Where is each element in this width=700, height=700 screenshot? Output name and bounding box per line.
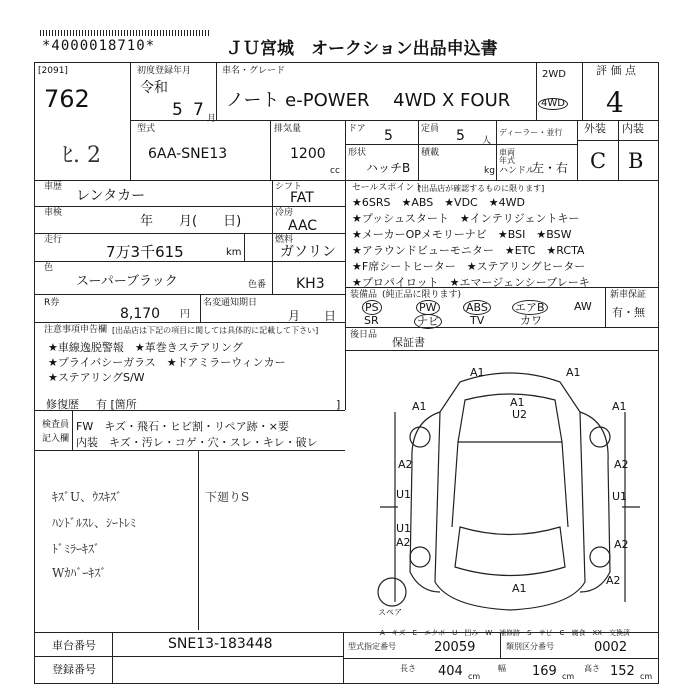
mileage: 7万3千615: [106, 243, 184, 261]
sp-line-1: ★6SRS ★ABS ★VDC ★4WD: [352, 196, 525, 209]
mark-a1-2: A1: [566, 366, 581, 379]
sp-line-6: ★プロパイロット ★エマージェンシーブレーキ: [352, 276, 590, 289]
notes-line-3: ★ステアリングS/W: [48, 371, 145, 384]
model: 6AA-SNE13: [148, 146, 228, 162]
handwritten-left-1: ｷｽﾞU、ｳｽｷｽﾞ: [52, 490, 123, 504]
damage-legend: A－キズ E－エクボ U－凹み W－補修跡 S－サビ C－腐食 XX－交換済: [380, 629, 631, 637]
ac-label: 冷房: [275, 208, 294, 218]
sp-line-5: ★F席シートヒーター ★ステアリングヒーター: [352, 260, 586, 273]
color-label: 色: [44, 263, 54, 273]
mileage-label: 走行: [44, 235, 63, 245]
barcode-number: *4000018710*: [42, 38, 156, 54]
car-name: ノート e-POWER 4WD X FOUR: [226, 90, 511, 111]
selling-points-note: [出品店が確認するものに限ります]: [418, 184, 545, 193]
length-label: 長さ: [400, 664, 416, 673]
height-label: 高さ: [584, 664, 600, 673]
car-year-prefix: 車両: [499, 148, 515, 157]
capacity: 5: [456, 128, 465, 144]
notes-label-note: [出品店は下記の項目に関しては具体的に記載して下さい]: [112, 326, 319, 335]
mark-u2: U2: [512, 408, 528, 421]
ticket-unit: 円: [180, 309, 190, 320]
selling-points-label: セールスポイント: [352, 183, 424, 193]
drive-4wd: 4WD: [538, 98, 568, 110]
doors: 5: [384, 128, 393, 144]
mark-u1-1: U1: [396, 488, 412, 501]
inspection-label: 車検: [44, 208, 63, 218]
ac: AAC: [288, 218, 318, 234]
displacement-label: 排気量: [274, 124, 302, 134]
equip-ps: PS: [362, 300, 382, 315]
class-number: 0002: [594, 640, 628, 655]
load-label: 積載: [421, 148, 440, 158]
cc: cc: [330, 166, 340, 176]
lot-number: 762: [44, 85, 90, 113]
kg: kg: [484, 166, 495, 176]
new-car: 有・無: [612, 306, 645, 319]
mark-a2-1: A2: [398, 458, 413, 471]
km: km: [226, 247, 242, 258]
chassis-number: SNE13-183448: [168, 636, 273, 652]
barcode-icon: [40, 30, 210, 36]
capacity-unit: 人: [482, 136, 492, 146]
height-unit: cm: [640, 672, 653, 681]
name-change-label: 名変通知期日: [203, 298, 258, 308]
auction-code: [2091]: [38, 66, 68, 76]
spare-label: スペア: [378, 608, 402, 617]
score-label: 評 価 点: [596, 64, 636, 77]
interior-grade: B: [628, 149, 644, 173]
era: 令和: [140, 80, 168, 96]
doors-label: ドア: [348, 124, 366, 134]
form-title: ＪＵ宮城 オークション出品申込書: [226, 39, 498, 59]
name-change: 月 日: [288, 309, 337, 323]
capacity-label: 定員: [421, 124, 440, 134]
carname-label: 車名・グレード: [222, 66, 286, 76]
equipment-note: (純正品に限ります): [382, 290, 462, 300]
equip-tv: TV: [470, 314, 485, 327]
mark-u1-2: U1: [612, 490, 628, 503]
equip-sr: SR: [364, 314, 379, 327]
history-label: 車歴: [44, 182, 63, 192]
mark-a2-4: A2: [614, 538, 629, 551]
length: 404: [438, 664, 463, 679]
equip-navi: ナビ: [414, 314, 442, 329]
mark-a1-3: A1: [510, 396, 525, 409]
model-desig-label: 型式指定番号: [348, 642, 396, 651]
width-label: 幅: [498, 664, 506, 673]
color-no-label: 色番: [248, 280, 267, 290]
sp-line-4: ★アラウンドビューモニター ★ETC ★RCTA: [352, 244, 585, 257]
handwritten-left-4: Wｶﾊﾞｰｷｽﾞ: [52, 566, 107, 580]
notes-line-1: ★車線逸脱警報 ★革巻きステアリング: [48, 341, 243, 354]
repair-label: 修復歴: [46, 398, 79, 411]
width-unit: cm: [562, 672, 575, 681]
history: レンタカー: [76, 188, 146, 204]
equip-airbag: エアB: [512, 300, 548, 315]
handwritten-right: 下廻りS: [205, 490, 250, 504]
mark-a1-1: A1: [470, 366, 485, 379]
interior-label: 内装: [622, 122, 644, 135]
model-label: 型式: [137, 124, 156, 134]
displacement: 1200: [290, 146, 326, 162]
class-label: 類別区分番号: [506, 642, 554, 651]
handle: 左・右: [532, 161, 569, 175]
ticket-label: R券: [44, 298, 60, 308]
notes-label: 注意事項申告欄: [44, 325, 108, 335]
exterior-grade: C: [590, 149, 607, 173]
new-car-label: 新車保証: [610, 290, 647, 300]
equip-leather: カワ: [520, 314, 542, 327]
mark-a1-4: A1: [412, 400, 427, 413]
mark-a2-2: A2: [614, 458, 629, 471]
mark-u1-3: U1: [396, 522, 412, 535]
handwritten-left-3: ﾄﾞﾐﾗｰｷｽﾞ: [52, 542, 101, 556]
after-value: 保証書: [392, 336, 425, 349]
sp-line-2: ★プッシュスタート ★インテリジェントキー: [352, 212, 580, 225]
sp-line-3: ★メーカーOPメモリーナビ ★BSI ★BSW: [352, 228, 572, 241]
lot-handwritten: ﾋ. 2: [62, 143, 101, 168]
chassis-label: 車台番号: [52, 639, 96, 652]
car-year-label: 年式: [499, 156, 515, 165]
equipment-label: 装備品: [350, 290, 378, 300]
dealer-label: ディーラー・並行: [499, 128, 563, 137]
equip-pw: PW: [416, 300, 440, 315]
after-label: 後日品: [350, 330, 378, 340]
repair-close: ]: [336, 398, 341, 411]
inspector-row-1: FW キズ・飛石・ヒビ割・リペア跡・×要: [76, 420, 289, 433]
fuel-label: 燃料: [275, 235, 294, 245]
handle-label: ハンドル: [499, 166, 536, 176]
model-desig: 20059: [434, 640, 476, 655]
mark-a1-5: A1: [612, 400, 627, 413]
shape-label: 形状: [348, 148, 367, 158]
fuel: ガソリン: [280, 244, 336, 260]
first-reg-label: 初度登録年月: [137, 66, 192, 76]
color: スーパーブラック: [76, 274, 178, 289]
length-unit: cm: [468, 672, 481, 681]
inspector-label-2: 記入欄: [42, 434, 70, 444]
equip-abs: ABS: [463, 300, 491, 315]
month-unit: 月: [207, 114, 217, 124]
height: 152: [610, 664, 635, 679]
equip-aw: AW: [574, 300, 592, 313]
inspector-label-1: 検査員: [42, 420, 70, 430]
mark-a2-5: A2: [606, 574, 621, 587]
shift: FAT: [290, 190, 314, 206]
mark-a2-3: A2: [396, 536, 411, 549]
inspector-row-2: 内装 キズ・汚レ・コゲ・穴・スレ・キレ・破レ: [76, 436, 318, 449]
exterior-label: 外装: [584, 122, 606, 135]
drive-2wd: 2WD: [542, 69, 566, 80]
shape: ハッチB: [366, 161, 411, 175]
first-reg-year: 5: [172, 100, 183, 120]
repair-value: 有 [箇所: [96, 398, 137, 411]
reg-label: 登録番号: [52, 663, 96, 676]
notes-line-2: ★プライバシーガラス ★ドアミラーウィンカー: [48, 356, 286, 369]
width: 169: [532, 664, 557, 679]
score: 4: [606, 86, 624, 119]
handwritten-left-2: ﾊﾝﾄﾞﾙｽﾚ、ｼｰﾄﾚﾐ: [52, 516, 137, 530]
inspection: 年 月( 日): [140, 214, 242, 229]
mark-a1-6: A1: [512, 582, 527, 595]
shift-label: シフト: [275, 182, 303, 192]
first-reg-month: 7: [193, 100, 204, 120]
ticket: 8,170: [120, 306, 161, 322]
color-no: KH3: [296, 276, 325, 292]
